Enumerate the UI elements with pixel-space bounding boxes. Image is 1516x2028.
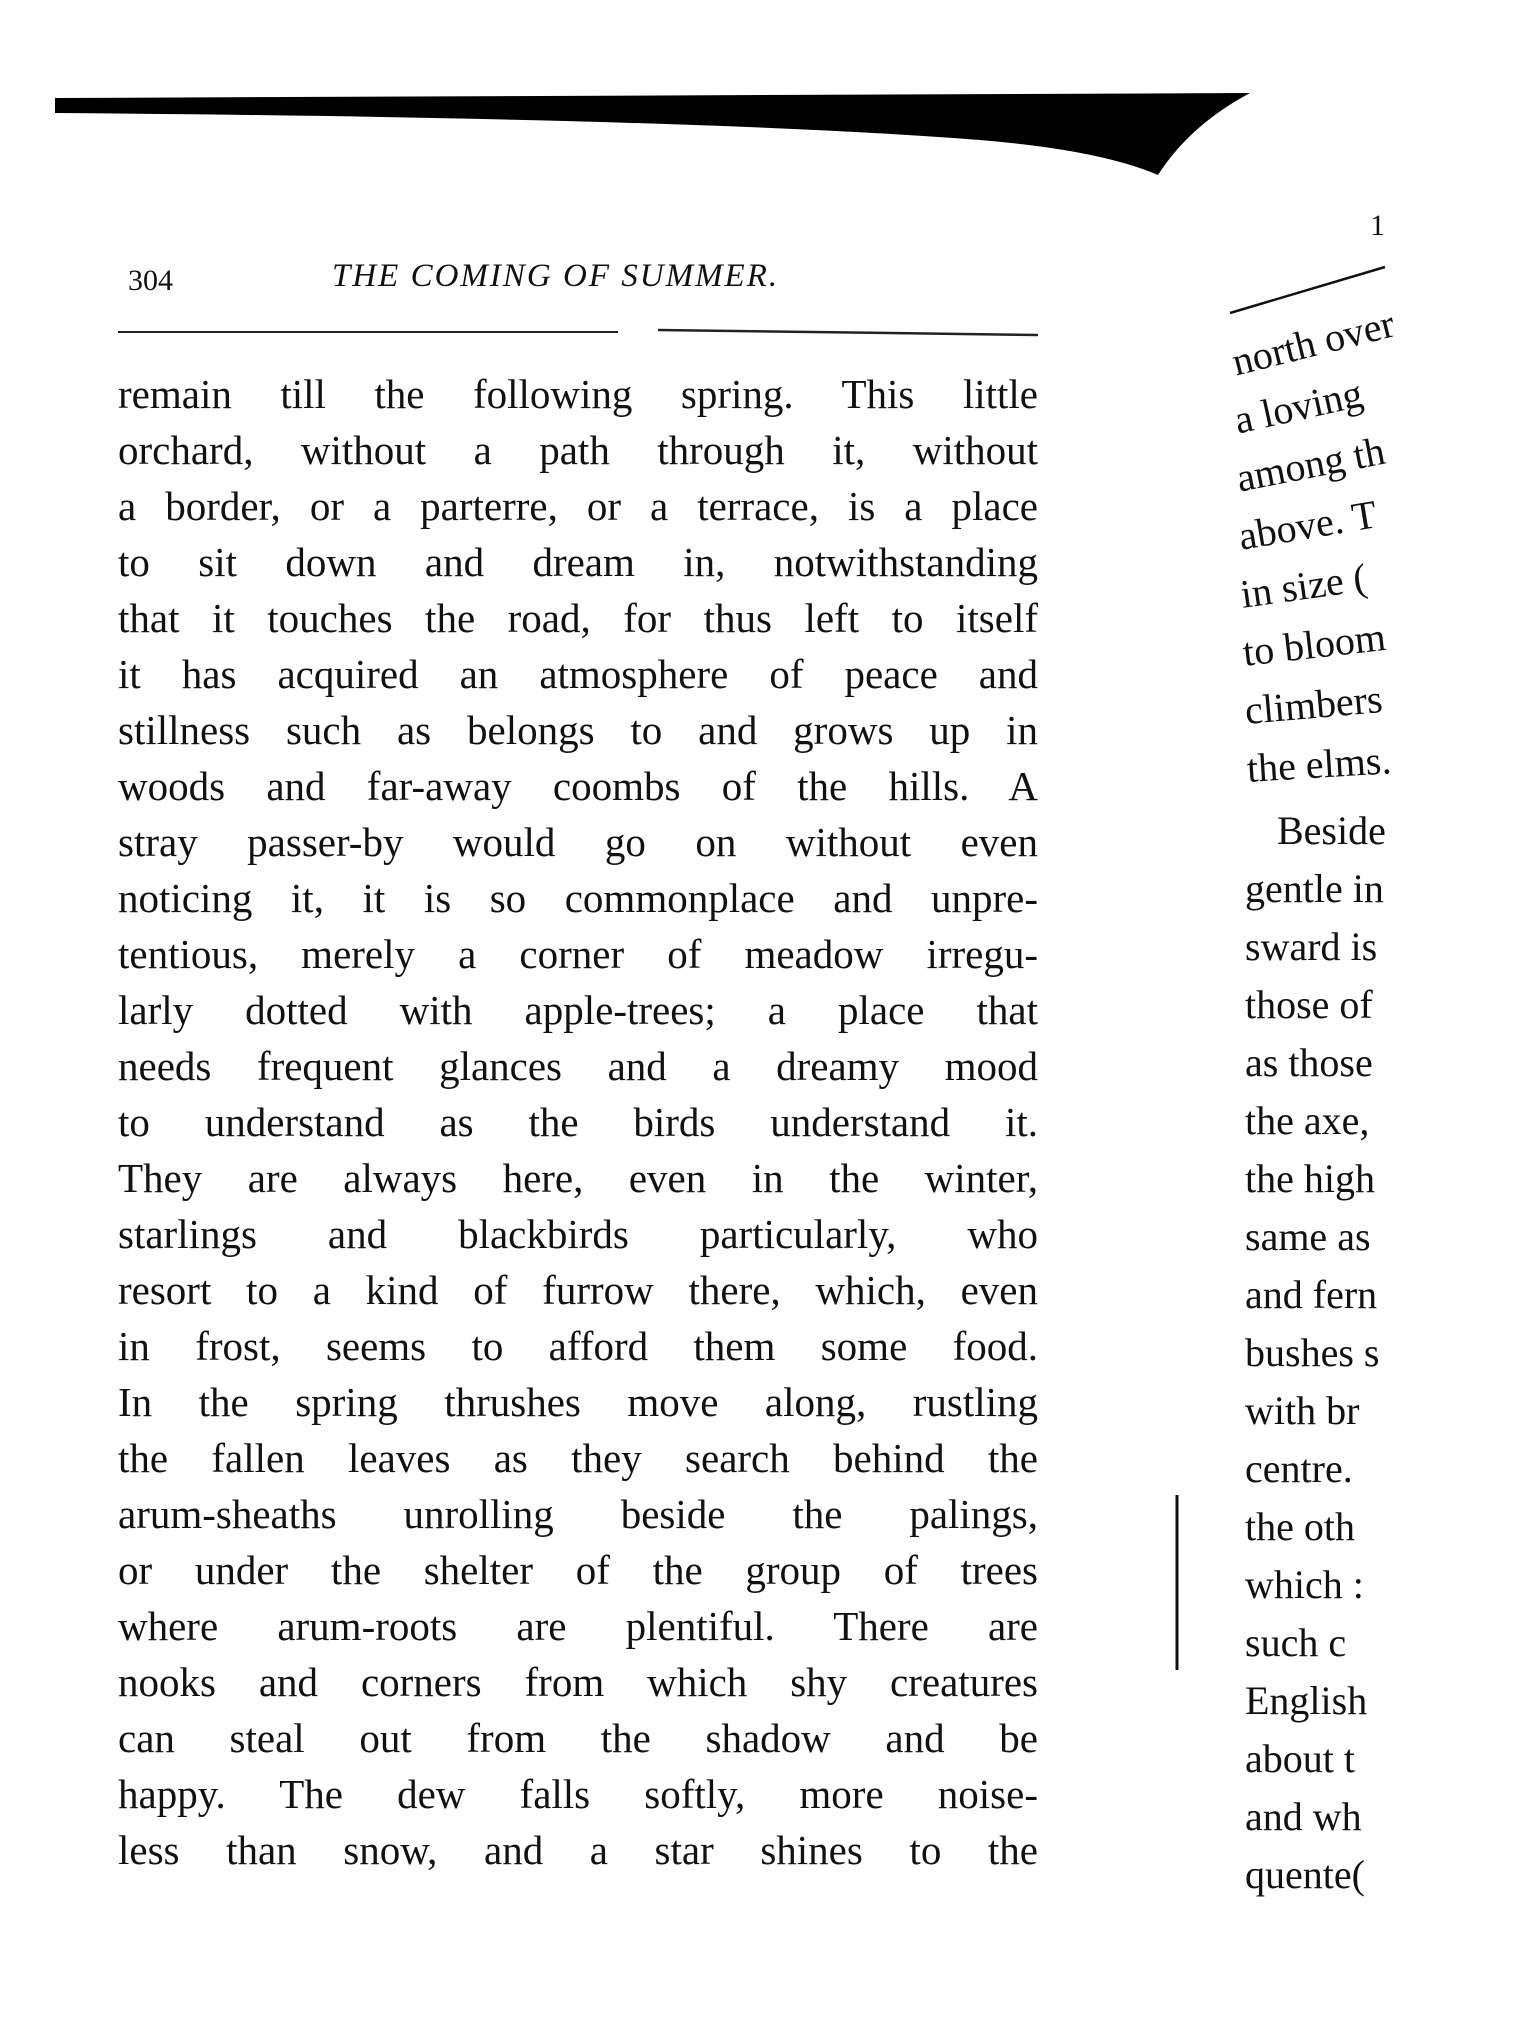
text-line: the elms. xyxy=(1245,737,1393,791)
text-line: gentle in xyxy=(1245,866,1384,911)
text-line: English xyxy=(1245,1678,1368,1723)
text-line: orchard, without a path through it, without xyxy=(118,427,1038,473)
text-line: to understand as the birds understand it. xyxy=(118,1099,1038,1145)
text-line: climbers xyxy=(1242,676,1385,733)
text-line: sward is xyxy=(1245,924,1378,969)
text-line: above. T xyxy=(1235,491,1380,559)
text-line: larly dotted with apple-trees; a place that xyxy=(118,987,1038,1033)
text-line: nooks and corners from which shy creatures xyxy=(118,1659,1038,1705)
text-line: north over xyxy=(1227,300,1399,385)
text-line: the oth xyxy=(1245,1504,1355,1549)
text-line: a loving xyxy=(1230,370,1367,443)
body-text xyxy=(118,366,1038,1878)
gutter-line xyxy=(1174,1495,1180,1670)
text-line: with br xyxy=(1245,1388,1360,1433)
text-line: stillness such as belongs to and grows up in xyxy=(118,707,1038,753)
text-line: to bloom xyxy=(1240,613,1388,675)
text-line: it has acquired an atmosphere of peace and xyxy=(118,651,1038,697)
text-line: quente( xyxy=(1245,1852,1365,1897)
text-line: about t xyxy=(1245,1736,1355,1781)
text-line: stray passer-by would go on without even xyxy=(118,819,1038,865)
text-line: where arum-roots are plentiful. There are xyxy=(118,1603,1038,1649)
text-line: remain till the following spring. This little xyxy=(118,371,1038,417)
text-line: resort to a kind of furrow there, which, even xyxy=(118,1267,1038,1313)
left-page xyxy=(118,258,1038,1873)
text-line: in size ( xyxy=(1237,554,1370,617)
text-line: and fern xyxy=(1245,1272,1378,1317)
text-line: the axe, xyxy=(1245,1098,1370,1143)
text-line: the fallen leaves as they search behind the xyxy=(118,1435,1038,1481)
text-line: can steal out from the shadow and be xyxy=(118,1715,1038,1761)
text-line: in frost, seems to afford them some food. xyxy=(118,1323,1038,1369)
running-title: THE COMING OF SUMMER. xyxy=(332,258,780,294)
text-line: noticing it, it is so commonplace and unpre- xyxy=(118,875,1038,921)
page-header xyxy=(118,258,1038,312)
text-line: less than snow, and a star shines to the xyxy=(118,1827,1038,1873)
text-line: arum-sheaths unrolling beside the palings, xyxy=(118,1491,1038,1537)
text-line: starlings and blackbirds particularly, who xyxy=(118,1211,1038,1257)
text-line: Beside xyxy=(1277,808,1386,853)
text-line: or under the shelter of the group of trees xyxy=(118,1547,1038,1593)
text-line: and wh xyxy=(1245,1794,1362,1839)
right-corner-mark: 1 xyxy=(1370,209,1385,242)
text-line: that it touches the road, for thus left to itself xyxy=(118,595,1038,641)
text-line: those of xyxy=(1245,982,1373,1027)
text-line: to sit down and dream in, notwithstanding xyxy=(118,539,1038,585)
text-line: tentious, merely a corner of meadow irregu- xyxy=(118,931,1038,977)
text-line: In the spring thrushes move along, rustling xyxy=(118,1379,1038,1425)
text-line: among th xyxy=(1232,427,1389,501)
text-line: They are always here, even in the winter, xyxy=(118,1155,1038,1201)
header-rule xyxy=(118,326,1038,340)
text-line: the high xyxy=(1245,1156,1375,1201)
right-page xyxy=(1225,195,1516,1995)
text-line: as those xyxy=(1245,1040,1373,1085)
text-line: centre. xyxy=(1245,1446,1353,1491)
text-line: such c xyxy=(1245,1620,1347,1665)
page-number: 304 xyxy=(128,264,173,297)
text-line: which : xyxy=(1245,1562,1364,1607)
text-line: a border, or a parterre, or a terrace, is a place xyxy=(118,483,1038,529)
text-line: same as xyxy=(1245,1214,1371,1259)
text-line: woods and far-away coombs of the hills. A xyxy=(118,763,1038,809)
text-line: needs frequent glances and a dreamy mood xyxy=(118,1043,1038,1089)
text-line: bushes s xyxy=(1245,1330,1380,1375)
text-line: happy. The dew falls softly, more noise- xyxy=(118,1771,1038,1817)
